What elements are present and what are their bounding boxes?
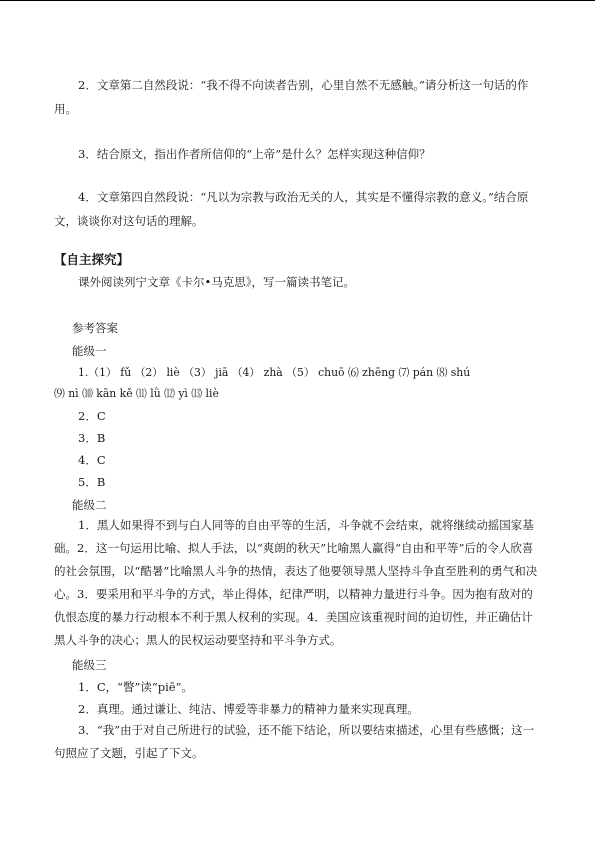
level3-answer-1: 1．C，“瞥”读“piē”。 xyxy=(78,680,193,694)
question-4: 4．文章第四自然段说：“凡以为宗教与政治无关的人，其实是不懂得宗教的意义。”结合原文，谈谈你对这句话的理解。 xyxy=(54,190,529,228)
level1-line2: ⑼ nì ⑽ kān kě ⑾ lǜ ⑿ yì ⒀ liè xyxy=(54,387,219,400)
explore-text: 课外阅读列宁文章《卡尔•马克思》，写一篇读书笔记。 xyxy=(78,275,356,289)
level1-item-5: 5．B xyxy=(78,475,106,489)
level2-text: 1．黑人如果得不到与白人同等的自由平等的生活，斗争就不会结束，就将继续动摇国家基础。2．这一句运用比喻、拟人手法，以“爽朗的秋天”比喻黑人赢得“自由和平等”后的令人欣喜的社会氛围，以“酷暑”比喻黑人斗争的热情，表达了他要领导黑人坚持斗争直至胜利的勇气和决心。3．要采用和平斗争的方式，举止得体，纪律严明，以精神力量进行斗争。因为抱有敌对的仇恨态度的暴力行动根本不利于黑人权利的实现。4．美国应该重视时间的迫切性，并正确估计黑人斗争的决心；黑人的民权运动要坚持和平斗争方式。 xyxy=(54,518,538,647)
answers-heading: 参考答案 xyxy=(72,321,118,335)
level2-label: 能级二 xyxy=(72,498,107,512)
level1-item-4: 4．C xyxy=(78,453,106,467)
level1-label: 能级一 xyxy=(72,344,107,358)
top-rule xyxy=(0,0,595,1)
level1-line1: 1.（1） fǔ （2） liè （3） jiā （4） zhà （5） chuō ⑹ zhēng ⑺ pán ⑻ shú xyxy=(78,366,471,379)
level3-label: 能级三 xyxy=(72,658,107,672)
explore-title: 【自主探究】 xyxy=(54,252,130,267)
level3-answer-2: 2．真理。通过谦让、纯洁、博爱等非暴力的精神力量来实现真理。 xyxy=(78,702,419,716)
level1-item-2: 2．C xyxy=(78,409,106,423)
question-3: 3．结合原文，指出作者所信仰的“上帝”是什么？怎样实现这种信仰？ xyxy=(78,147,431,161)
level3-answer-3: 3．“我”由于对自己所进行的试验，还不能下结论，所以要结束描述，心里有些感慨；这一句照应了文题，引起了下文。 xyxy=(54,723,535,760)
level1-item-3: 3．B xyxy=(78,431,106,445)
question-2: 2．文章第二自然段说：“我不得不向读者告别，心里自然不无感触。”请分析这一句话的作用。 xyxy=(54,78,529,116)
